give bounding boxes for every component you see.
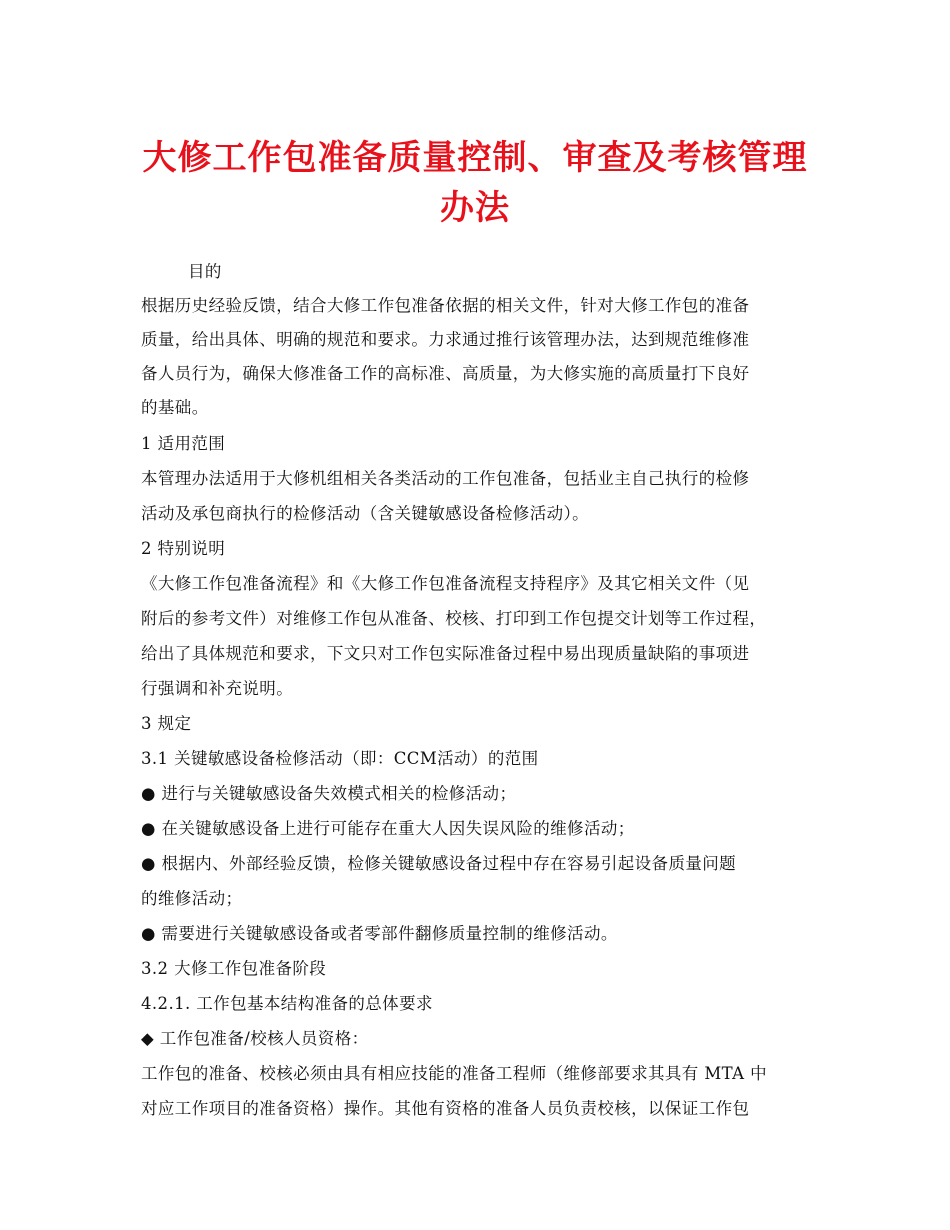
bullet-item-continuation: 的维修活动； [141, 889, 243, 908]
bullet-item: ● 需要进行关键敏感设备或者零部件翻修质量控制的维修活动。 [141, 924, 618, 943]
body-text-line: 根据历史经验反馈，结合大修工作包准备依据的相关文件，针对大修工作包的准备 [141, 296, 750, 315]
bullet-item: ● 根据内、外部经验反馈，检修关键敏感设备过程中存在容易引起设备质量问题 [141, 854, 737, 873]
document-title-line-2: 办法 [440, 188, 510, 228]
section-heading-special-notes: 2 特别说明 [141, 539, 226, 558]
body-text-line: 对应工作项目的准备资格）操作。其他有资格的准备人员负责校核，以保证工作包 [141, 1099, 750, 1118]
body-text-line: 本管理办法适用于大修机组相关各类活动的工作包准备，包括业主自己执行的检修 [141, 469, 750, 488]
bullet-item: ● 在关键敏感设备上进行可能存在重大人因失误风险的维修活动； [141, 819, 635, 838]
body-text-line: 行强调和补充说明。 [141, 679, 294, 698]
body-text-line: 备人员行为，确保大修准备工作的高标准、高质量，为大修实施的高质量打下良好 [141, 364, 750, 383]
body-text-line: 的基础。 [141, 398, 209, 417]
section-heading-rules: 3 规定 [141, 714, 192, 733]
subsection-heading: 3.1 关键敏感设备检修活动（即：CCM活动）的范围 [141, 749, 539, 768]
subsection-heading: 3.2 大修工作包准备阶段 [141, 959, 327, 978]
body-text-line: 工作包的准备、校核必须由具有相应技能的准备工程师（维修部要求其具有 MTA 中 [141, 1064, 768, 1083]
body-text-line: 《大修工作包准备流程》和《大修工作包准备流程支持程序》及其它相关文件（见 [141, 574, 750, 593]
bullet-item: ● 进行与关键敏感设备失效模式相关的检修活动； [141, 784, 517, 803]
document-title-line-1: 大修工作包准备质量控制、审查及考核管理 [142, 138, 808, 178]
body-text-line: 质量，给出具体、明确的规范和要求。力求通过推行该管理办法，达到规范维修准 [141, 330, 750, 349]
subsection-heading: 4.2.1. 工作包基本结构准备的总体要求 [141, 994, 433, 1013]
section-heading-purpose: 目的 [188, 262, 222, 281]
body-text-line: 给出了具体规范和要求，下文只对工作包实际准备过程中易出现质量缺陷的事项进 [141, 644, 750, 663]
body-text-line: 附后的参考文件）对维修工作包从准备、校核、打印到工作包提交计划等工作过程， [141, 609, 767, 628]
body-text-line: 活动及承包商执行的检修活动（含关键敏感设备检修活动）。 [141, 504, 590, 523]
diamond-bullet-item: ◆ 工作包准备/校核人员资格： [141, 1029, 369, 1048]
section-heading-scope: 1 适用范围 [141, 434, 226, 453]
